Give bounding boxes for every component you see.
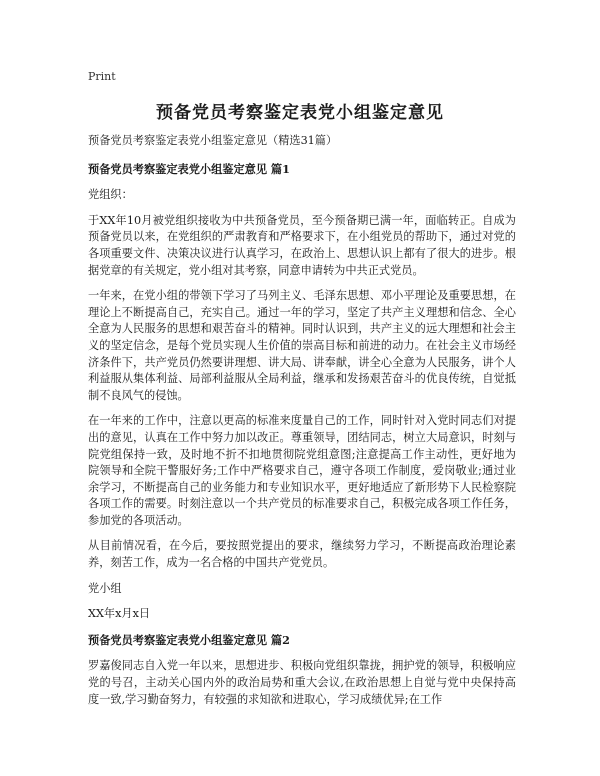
paragraph: 在一年来的工作中，注意以更高的标准来度量自己的工作，同时针对入党时同志们对提出的意见，认真在工作中努力加以改正。尊重领导，团结同志，树立大局意识，时刻与院党组保持一致，及时地不折不扣地贯彻院党组意图;注意提高工作主动性，更好地为院领导和全院干警服好务;工作中严格要求自己，遵守各项工作制度，爱岗敬业;通过业余学习，不断提高自己的业务能力和专业知识水平，更好地适应了新形势下人民检察院各项工作的需要。时刻注意以一个共产党员的标准要求自己，积极完成各项工作任务，参加党的各项活动。 — [88, 414, 516, 527]
paragraph: 于XX年10月被党组织接收为中共预备党员，至今预备期已满一年，面临转正。自成为预备党员以来，在党组织的严肃教育和严格要求下，在小组党员的帮助下，通过对党的各项重要文件、决策决议进行认真学习，在政治上、思想认识上都有了很大的进步。根据党章的有关规定，党小组对其考察，同意申请转为中共正式党员。 — [88, 213, 516, 277]
section-heading-1: 预备党员考察鉴定表党小组鉴定意见 篇1 — [88, 161, 290, 176]
signature: 党小组 — [88, 581, 122, 595]
document-title: 预备党员考察鉴定表党小组鉴定意见 — [156, 103, 444, 123]
paragraph: 从目前情况看，在今后，要按照党提出的要求，继续努力学习，不断提高政治理论素养，刻苦工作，成为一名合格的中国共产党党员。 — [88, 539, 516, 570]
paragraph: 罗嘉俊同志自入党一年以来，思想进步、积极向党组织靠拢，拥护党的领导，积极响应党的号召，主动关心国内外的政治局势和重大会议,在政治思想上自觉与党中央保持高度一致,学习勤奋努力，有较强的求知欲和进取心，学习成绩优异;在工作 — [88, 659, 516, 706]
salutation: 党组织： — [88, 188, 133, 202]
section-heading-2: 预备党员考察鉴定表党小组鉴定意见 篇2 — [88, 632, 290, 647]
print-label: Print — [88, 70, 116, 83]
paragraph: 一年来，在党小组的带领下学习了马列主义、毛泽东思想、邓小平理论及重要思想，在理论上不断提高自己，充实自己。通过一年的学习，坚定了共产主义理想和信念、全心全意为人民服务的思想和艰苦奋斗的精神。同时认识到，共产主义的远大理想和社会主义的坚定信念，是每个党员实现人生价值的崇高目标和前进的动力。在社会主义市场经济条件下，共产党员仍然要讲理想、讲大局、讲奉献，讲全心全意为人民服务，讲个人利益服从集体利益、局部利益服从全局利益，继承和发扬艰苦奋斗的优良传统，自觉抵制不良风气的侵蚀。 — [88, 289, 516, 402]
document-body — [88, 133, 516, 717]
date: XX年x月x日 — [88, 607, 151, 621]
document-subtitle: 预备党员考察鉴定表党小组鉴定意见（精选31篇） — [88, 134, 338, 147]
